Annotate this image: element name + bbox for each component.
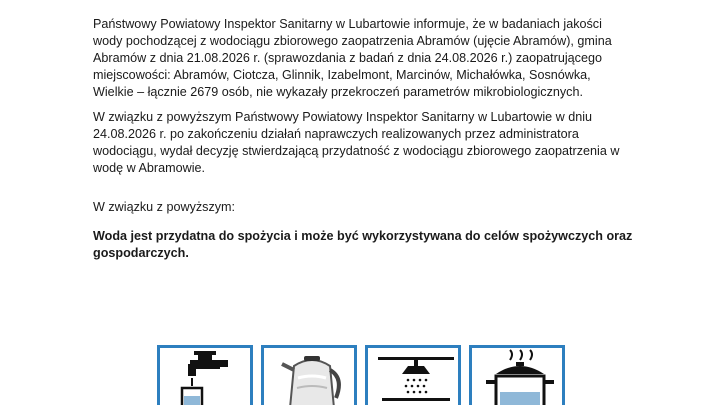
water-use-icons xyxy=(157,345,557,405)
cooking-pot-icon xyxy=(469,345,565,405)
paragraph-decision: W związku z powyższym Państwowy Powiatowy Inspektor Sanitarny w Lubartowie w dniu 24.08.2026 r. po zakończeniu działań naprawczych realizowanych przez administratora wodociągu, wydał decyzję stwierdzającą przydatność z wodociągu zbiorowego zaopatrzenia w wodę w Abramowie. xyxy=(93,110,620,175)
paragraph-intro: W związku z powyższym: xyxy=(93,200,236,214)
paragraph-announcement: Państwowy Powiatowy Inspektor Sanitarny w Lubartowie informuje, że w badaniach jakości wody pochodzącej z wodociągu zbiorowego zaopatrzenia Abramów (ujęcie Abramów), gmina Abramów z dnia 21.08.2026 r. (sprawozdania z badań z dnia 24.08.2026 r.) zaopatrującego miejscowości: Abramów, Ciotcza, Glinnik, Izabelmont, Marcinów, Michałówka, Sosnówka, Wielkie – łącznie 2679 osób, nie wykazały przekroczeń parametrów mikrobiologicznych. xyxy=(93,17,612,99)
shower-icon xyxy=(365,345,461,405)
document-body xyxy=(93,16,633,270)
tap-glass-icon xyxy=(157,345,253,405)
conclusion-text: Woda jest przydatna do spożycia i może być wykorzystywana do celów spożywczych oraz gospodarczych. xyxy=(93,229,633,260)
kettle-icon xyxy=(261,345,357,405)
cut-off-top-line xyxy=(125,0,575,3)
